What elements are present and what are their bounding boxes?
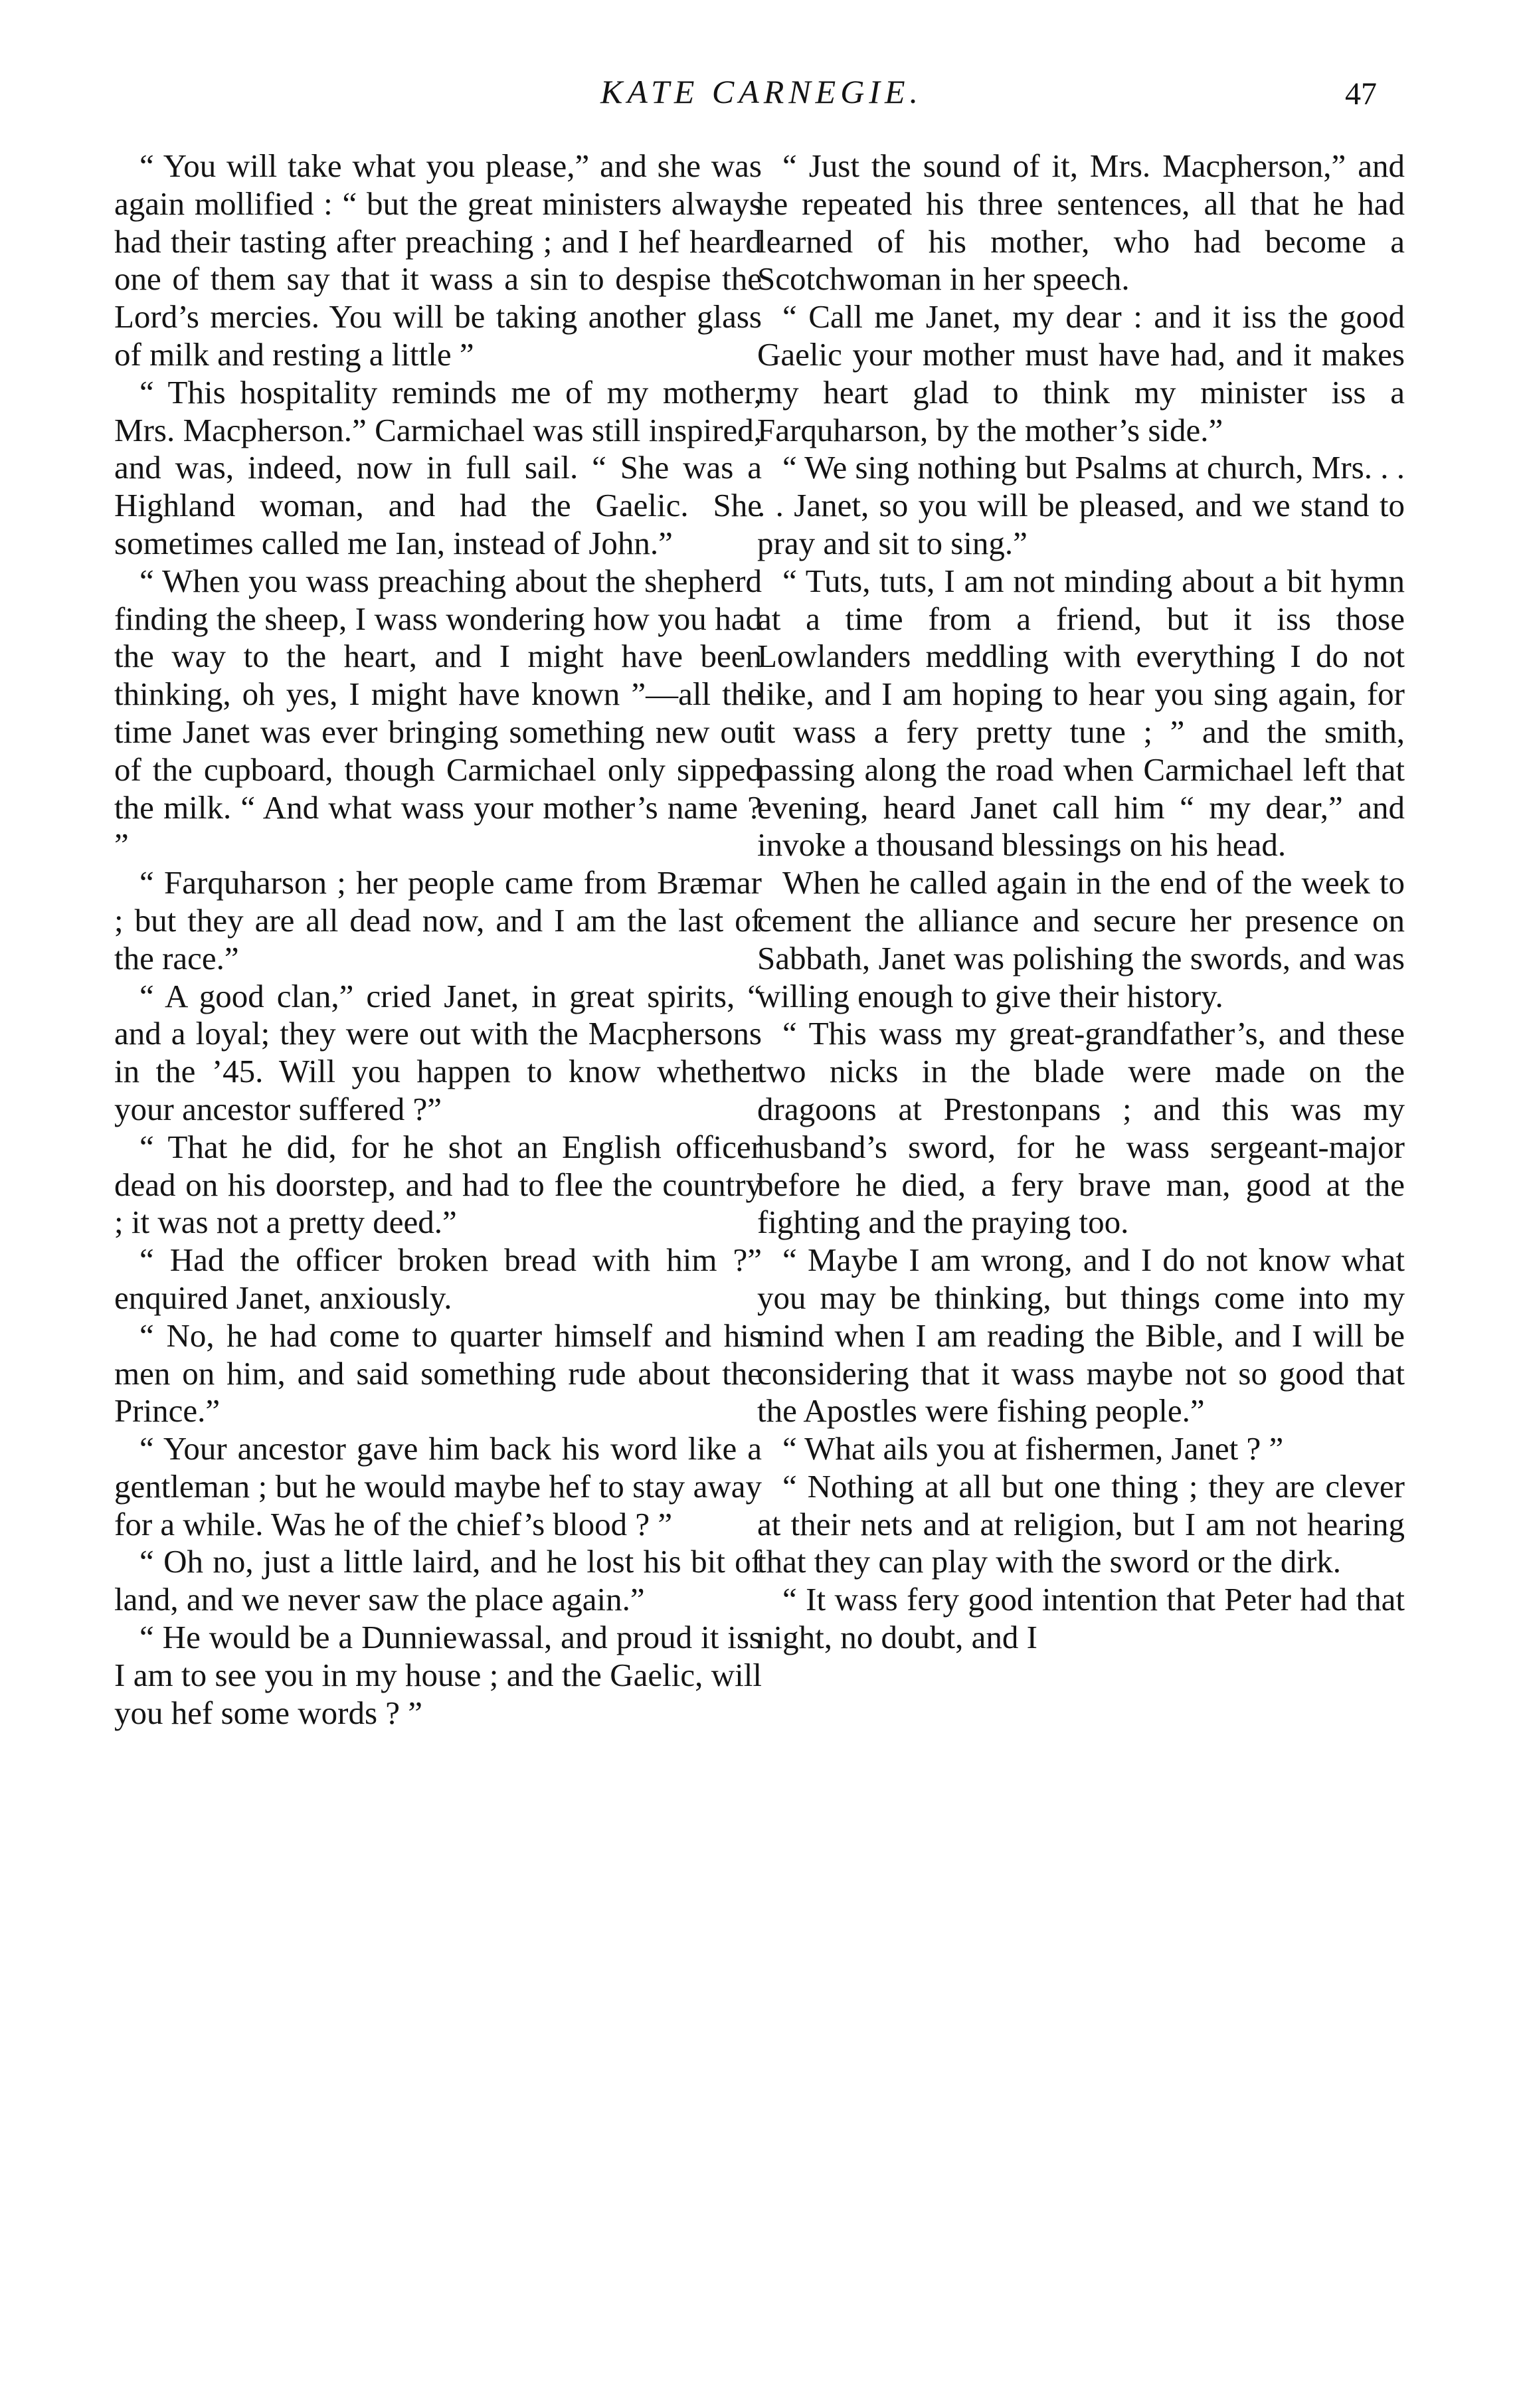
right-column [757, 147, 1405, 1657]
paragraph: “ A good clan,” cried Janet, in great spirits, “ and a loyal; they were out with the Macphersons in the ’45. Will you happen to know whether your ancestor suffered ?” [114, 977, 762, 1127]
paragraph: “ Maybe I am wrong, and I do not know what you may be thinking, but things come into my mind when I am reading the Bible, and I will be considering that it wass maybe not so good that the Apostles were fishing people.” [757, 1242, 1405, 1430]
paragraph: “ Just the sound of it, Mrs. Macpherson,” and he repeated his three sentences, all that he had learned of his mother, who had become a Scotchwoman in her speech. [757, 147, 1405, 298]
paragraph: “ You will take what you please,” and she was again mollified : “ but the great ministers always had their tasting after preaching ; and I hef heard one of them say that it wass a sin to despise the Lord’s mercies. You will be taking another glass of milk and resting a little ” [114, 147, 762, 373]
paragraph: “ Oh no, just a little laird, and he lost his bit of land, and we never saw the place again.” [114, 1543, 762, 1618]
paragraph: “ Nothing at all but one thing ; they are clever at their nets and at religion, but I am not hearing that they can play with the sword or the dirk. [757, 1467, 1405, 1580]
paragraph: “ No, he had come to quarter himself and his men on him, and said something rude about the Prince.” [114, 1317, 762, 1430]
paragraph: “ He would be a Dunniewassal, and proud it iss I am to see you in my house ; and the Gaelic, will you hef some words ? ” [114, 1619, 762, 1731]
paragraph: “ Your ancestor gave him back his word like a gentleman ; but he would maybe hef to stay away for a while. Was he of the chief’s blood ? ” [114, 1430, 762, 1542]
paragraph: “ Farquharson ; her people came from Bræmar ; but they are all dead now, and I am the last of the race.” [114, 864, 762, 976]
paragraph: “ This hospitality reminds me of my mother, Mrs. Macpherson.” Carmichael was still inspired, and was, indeed, now in full sail. “ She was a Highland woman, and had the Gaelic. She sometimes called me Ian, instead of John.” [114, 373, 762, 561]
paragraph: “ Tuts, tuts, I am not minding about a bit hymn at a time from a friend, but it iss those Lowlanders meddling with everything I do not like, and I am hoping to hear you sing again, for it wass a fery pretty tune ; ” and the smith, passing along the road when Carmichael left that evening, heard Janet call him “ my dear,” and invoke a thousand blessings on his head. [757, 562, 1405, 864]
paragraph: “ It wass fery good intention that Peter had that night, no doubt, and I [757, 1581, 1405, 1656]
paragraph: “ When you wass preaching about the shepherd finding the sheep, I wass wondering how you had the way to the heart, and I might have been thinking, oh yes, I might have known ”—all the time Janet was ever bringing something new out of the cupboard, though Carmichael only sipped the milk. “ And what wass your mother’s name ? ” [114, 562, 762, 864]
paragraph: When he called again in the end of the week to cement the alliance and secure her presence on Sabbath, Janet was polishing the swords, and was willing enough to give their history. [757, 864, 1405, 1014]
paragraph: “ Call me Janet, my dear : and it iss the good Gaelic your mother must have had, and it makes my heart glad to think my minister iss a Farquharson, by the mother’s side.” [757, 298, 1405, 448]
paragraph: “ What ails you at fishermen, Janet ? ” [782, 1430, 1284, 1467]
left-column [114, 147, 762, 1732]
running-title: KATE CARNEGIE. [600, 73, 923, 110]
paragraph: “ Had the officer broken bread with him ?” enquired Janet, anxiously. [114, 1242, 762, 1316]
paragraph: “ This wass my great-grandfather’s, and these two nicks in the blade were made on the dragoons at Prestonpans ; and this was my husband’s sword, for he wass sergeant-major before he died, a fery brave man, good at the fighting and the praying too. [757, 1015, 1405, 1241]
paragraph: “ We sing nothing but Psalms at church, Mrs. . . . . Janet, so you will be pleased, and we stand to pray and sit to sing.” [757, 449, 1405, 561]
paragraph: “ That he did, for he shot an English officer dead on his doorstep, and had to flee the country ; it was not a pretty deed.” [114, 1128, 762, 1241]
page-number: 47 [1345, 76, 1377, 112]
